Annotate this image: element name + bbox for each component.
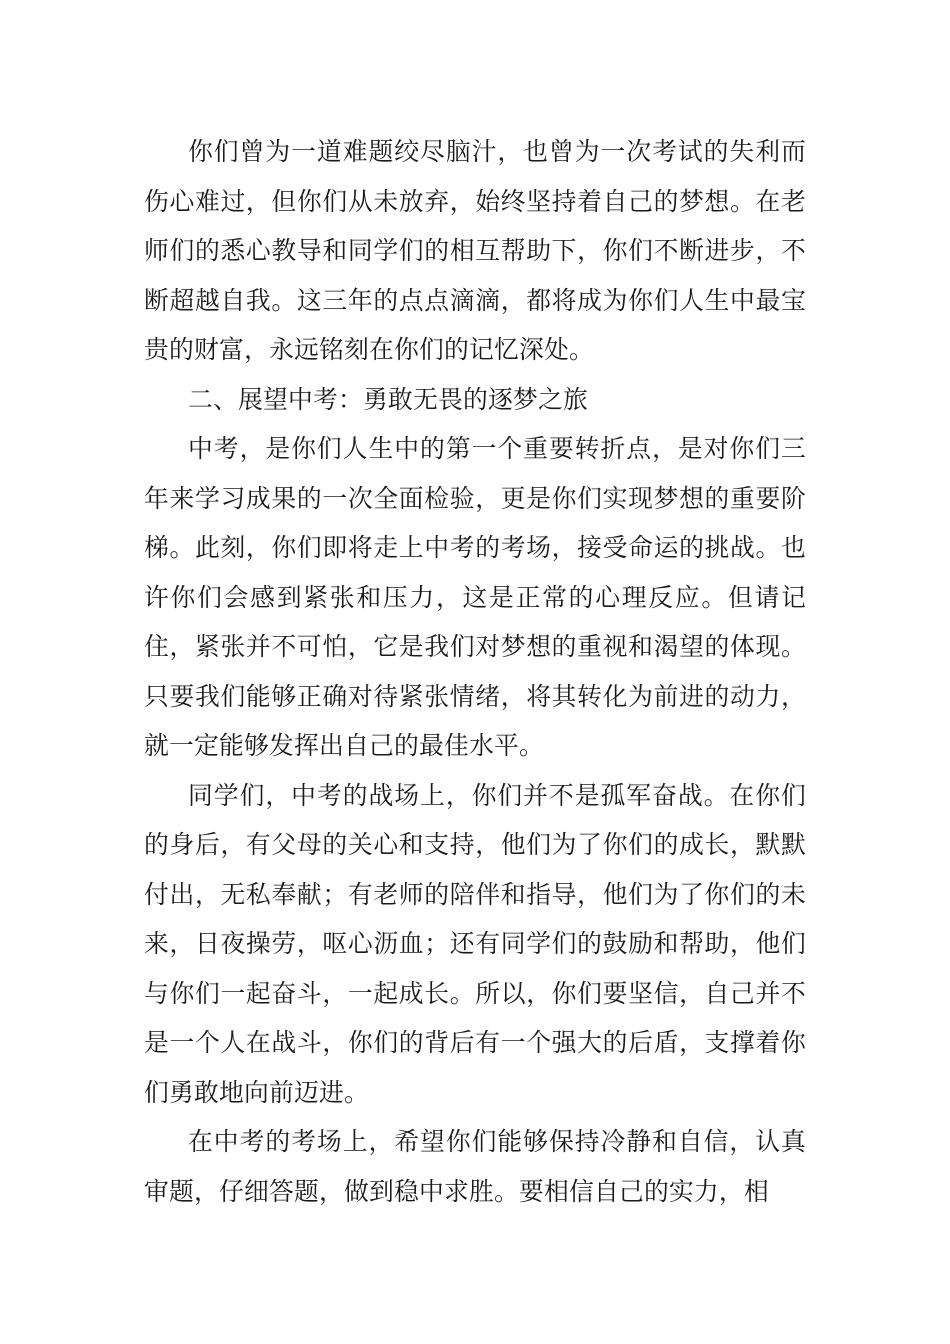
section-heading-outlook: 二、展望中考：勇敢无畏的逐梦之旅 (188, 384, 588, 414)
document-body (144, 127, 806, 1216)
paragraph-not-alone: 同学们，中考的战场上，你们并不是孤军奋战。在你们的身后，有父母的关心和支持，他们为了你们的成长，默默付出，无私奉献；有老师的陪伴和指导，他们为了你们的未来，日夜操劳，呕心沥血；还有同学们的鼓励和帮助，他们与你们一起奋斗，一起成长。所以，你们要坚信，自己并不是一个人在战斗，你们的背后有一个强大的后盾，支撑着你们勇敢地向前迈进。 (144, 780, 806, 1107)
paragraph-exam-turning-point: 中考，是你们人生中的第一个重要转折点，是对你们三年来学习成果的一次全面检验，更是你们实现梦想的重要阶梯。此刻，你们即将走上中考的考场，接受命运的挑战。也许你们会感到紧张和压力，这是正常的心理反应。但请记住，紧张并不可怕，它是我们对梦想的重视和渴望的体现。只要我们能够正确对待紧张情绪，将其转化为前进的动力，就一定能够发挥出自己的最佳水平。 (144, 434, 806, 760)
paragraph-exam-advice: 在中考的考场上，希望你们能够保持冷静和自信，认真审题，仔细答题，做到稳中求胜。要相信自己的实力，相 (144, 1127, 806, 1206)
paragraph-memories: 你们曾为一道难题绞尽脑汁，也曾为一次考试的失利而伤心难过，但你们从未放弃，始终坚持着自己的梦想。在老师们的悉心教导和同学们的相互帮助下，你们不断进步，不断超越自我。这三年的点点滴滴，都将成为你们人生中最宝贵的财富，永远铭刻在你们的记忆深处。 (144, 137, 806, 364)
